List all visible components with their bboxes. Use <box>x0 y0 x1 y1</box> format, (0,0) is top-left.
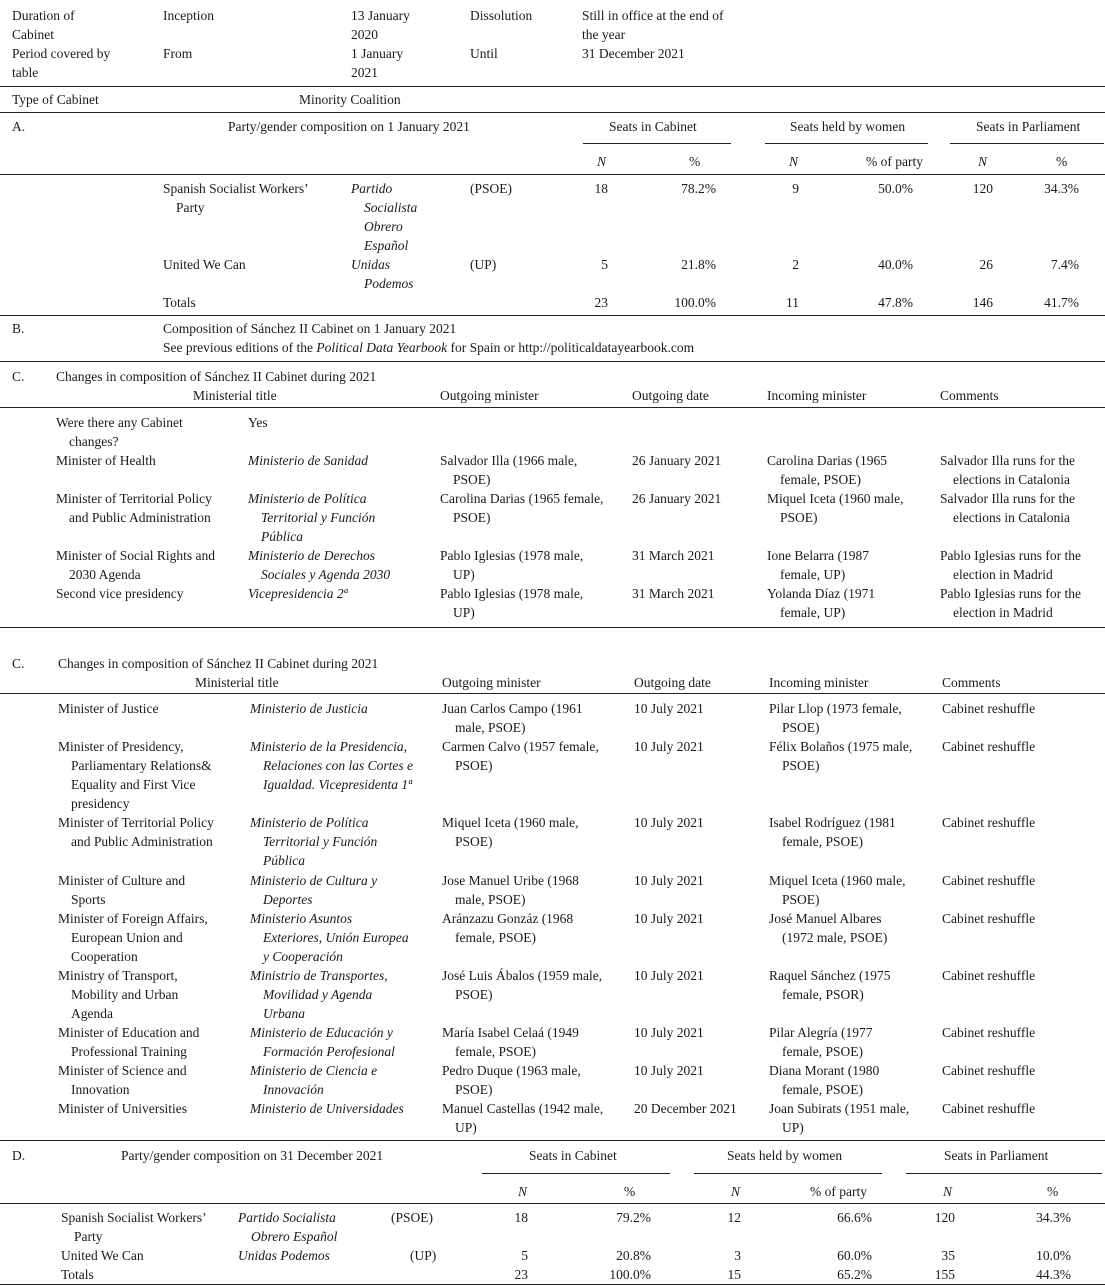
outgoing-minister: PSOE) <box>453 472 491 487</box>
section-letter: B. <box>12 321 25 336</box>
col-header: Outgoing date <box>634 675 711 690</box>
minister-title: Agenda <box>71 1006 113 1021</box>
totals-label: Totals <box>163 295 196 310</box>
col-header: Incoming minister <box>769 675 869 690</box>
minister-title: and Public Administration <box>69 510 211 525</box>
ministry-spanish: Ministerio de Universidades <box>250 1101 404 1116</box>
outgoing-minister: female, PSOE) <box>455 930 536 945</box>
section-letter: C. <box>12 656 25 671</box>
women-n: 15 <box>727 1267 741 1282</box>
incoming-minister: Miquel Iceta (1960 male, <box>767 491 904 506</box>
cabinet-n: 5 <box>601 257 608 272</box>
ministry-spanish: Igualdad. Vicepresidenta 1ª <box>263 777 412 792</box>
outgoing-minister: María Isabel Celaá (1949 <box>442 1025 579 1040</box>
sub-header: % <box>624 1184 636 1199</box>
party-abbr: (UP) <box>470 257 497 272</box>
incoming-minister: Joan Subirats (1951 male, <box>769 1101 910 1116</box>
cabinet-n: 18 <box>514 1210 528 1225</box>
parliament-pct: 34.3% <box>1044 181 1079 196</box>
duration-label: Cabinet <box>12 27 54 42</box>
col-group-rule <box>482 1173 670 1174</box>
sub-header: N <box>978 154 988 169</box>
cabinet-pct: 78.2% <box>681 181 716 196</box>
minister-title: Minister of Foreign Affairs, <box>58 911 208 926</box>
outgoing-minister: Salvador Illa (1966 male, <box>440 453 578 468</box>
party-name-spanish: Unidas Podemos <box>238 1248 330 1263</box>
totals-label: Totals <box>61 1267 94 1282</box>
comments: Cabinet reshuffle <box>942 911 1036 926</box>
duration-label: Duration of <box>12 8 75 23</box>
women-n: 2 <box>792 257 799 272</box>
outgoing-minister: Pedro Duque (1963 male, <box>442 1063 581 1078</box>
source-note-text: for Spain or http://politicaldatayearbook.com <box>447 340 695 355</box>
comments: Cabinet reshuffle <box>942 968 1036 983</box>
outgoing-minister: female, PSOE) <box>455 1044 536 1059</box>
source-note <box>163 338 694 357</box>
outgoing-date: 31 March 2021 <box>632 586 715 601</box>
outgoing-date: 26 January 2021 <box>632 491 722 506</box>
col-header: Seats in Cabinet <box>609 119 697 134</box>
col-group-rule <box>765 143 928 144</box>
party-abbr: (UP) <box>410 1248 437 1263</box>
comments: Cabinet reshuffle <box>942 1101 1036 1116</box>
dissolution-value: Still in office at the end of <box>582 8 724 23</box>
col-group-rule <box>583 143 731 144</box>
question-label: changes? <box>69 434 119 449</box>
rule <box>0 1284 1105 1285</box>
incoming-minister: Raquel Sánchez (1975 <box>769 968 891 983</box>
party-name-spanish: Español <box>364 238 409 253</box>
ministry-spanish: Exteriores, Unión Europea <box>263 930 409 945</box>
col-header: Seats in Parliament <box>944 1148 1049 1163</box>
comments: elections in Catalonia <box>953 510 1070 525</box>
incoming-minister: female, PSOE) <box>782 834 863 849</box>
yearbook-title: Political Data Yearbook <box>316 340 448 355</box>
minister-title: 2030 Agenda <box>69 567 141 582</box>
party-name: Spanish Socialist Workers’ <box>163 181 309 196</box>
col-group-rule <box>694 1173 882 1174</box>
parliament-n: 146 <box>972 295 993 310</box>
outgoing-date: 31 March 2021 <box>632 548 715 563</box>
party-name-spanish: Podemos <box>364 276 414 291</box>
incoming-minister: PSOE) <box>782 720 820 735</box>
minister-title: Minister of Justice <box>58 701 159 716</box>
inception-date: 2020 <box>351 27 378 42</box>
women-pct: 47.8% <box>878 295 913 310</box>
comments: Cabinet reshuffle <box>942 815 1036 830</box>
ministry-spanish: Ministerio de Política <box>248 491 367 506</box>
cabinet-type-label: Type of Cabinet <box>12 92 99 107</box>
comments: Cabinet reshuffle <box>942 739 1036 754</box>
period-label: Period covered by <box>12 46 111 61</box>
ministry-spanish: Ministerio de Derechos <box>248 548 375 563</box>
incoming-minister: Ione Belarra (1987 <box>767 548 869 563</box>
ministry-spanish: Ministerio de Cultura y <box>250 873 378 888</box>
outgoing-minister: Aránzazu Gonzáz (1968 <box>442 911 574 926</box>
sub-header: N <box>597 154 607 169</box>
parliament-n: 26 <box>979 257 993 272</box>
women-pct: 66.6% <box>837 1210 872 1225</box>
minister-title: Cooperation <box>71 949 138 964</box>
cabinet-type-value: Minority Coalition <box>299 92 401 107</box>
from-label: From <box>163 46 193 61</box>
from-date: 1 January <box>351 46 404 61</box>
ministry-spanish: Relaciones con las Cortes e <box>263 758 413 773</box>
party-name: United We Can <box>163 257 246 272</box>
incoming-minister: PSOE) <box>782 758 820 773</box>
comments: Pablo Iglesias runs for the <box>940 548 1081 563</box>
section-letter: D. <box>12 1148 26 1163</box>
col-header: Ministerial title <box>195 675 279 690</box>
outgoing-minister: PSOE) <box>453 510 491 525</box>
comments: Cabinet reshuffle <box>942 873 1036 888</box>
incoming-minister: Pilar Alegría (1977 <box>769 1025 873 1040</box>
party-name: Spanish Socialist Workers’ <box>61 1210 207 1225</box>
outgoing-date: 10 July 2021 <box>634 911 704 926</box>
parliament-n: 120 <box>972 181 993 196</box>
cabinet-pct: 20.8% <box>616 1248 651 1263</box>
minister-title: Minister of Territorial Policy <box>58 815 214 830</box>
minister-title: Minister of Territorial Policy <box>56 491 212 506</box>
incoming-minister: PSOE) <box>780 510 818 525</box>
outgoing-date: 26 January 2021 <box>632 453 722 468</box>
incoming-minister: Isabel Rodríguez (1981 <box>769 815 896 830</box>
rule <box>0 112 1105 113</box>
section-letter: C. <box>12 369 25 384</box>
outgoing-minister: Manuel Castellas (1942 male, <box>442 1101 604 1116</box>
comments: Salvador Illa runs for the <box>940 491 1075 506</box>
sub-header: N <box>789 154 799 169</box>
women-pct: 40.0% <box>878 257 913 272</box>
col-header: Outgoing minister <box>440 388 539 403</box>
col-group-rule <box>950 143 1104 144</box>
party-abbr: (PSOE) <box>470 181 513 196</box>
until-date: 31 December 2021 <box>582 46 685 61</box>
section-title: Party/gender composition on 31 December 2021 <box>121 1148 384 1163</box>
sub-header: N <box>731 1184 741 1199</box>
comments: Cabinet reshuffle <box>942 701 1036 716</box>
sub-header: % of party <box>866 154 923 169</box>
party-name-spanish: Unidas <box>351 257 391 272</box>
outgoing-date: 10 July 2021 <box>634 968 704 983</box>
outgoing-minister: UP) <box>453 567 475 582</box>
outgoing-minister: Carmen Calvo (1957 female, <box>442 739 599 754</box>
ministry-spanish: Territorial y Función <box>263 834 378 849</box>
rule <box>0 174 1105 175</box>
incoming-minister: Yolanda Díaz (1971 <box>767 586 876 601</box>
sub-header: % <box>1047 1184 1059 1199</box>
party-name-spanish: Obrero <box>364 219 403 234</box>
outgoing-minister: PSOE) <box>455 1082 493 1097</box>
incoming-minister: Miquel Iceta (1960 male, <box>769 873 906 888</box>
parliament-pct: 44.3% <box>1036 1267 1071 1282</box>
comments: Pablo Iglesias runs for the <box>940 586 1081 601</box>
outgoing-date: 10 July 2021 <box>634 873 704 888</box>
ministry-spanish: Pública <box>263 853 305 868</box>
col-header: Seats in Parliament <box>976 119 1081 134</box>
cabinet-n: 23 <box>514 1267 528 1282</box>
outgoing-minister: male, PSOE) <box>455 892 526 907</box>
inception-date: 13 January <box>351 8 410 23</box>
incoming-minister: PSOE) <box>782 892 820 907</box>
women-pct: 50.0% <box>878 181 913 196</box>
sub-header: % of party <box>810 1184 867 1199</box>
outgoing-date: 20 December 2021 <box>634 1101 737 1116</box>
cabinet-n: 18 <box>594 181 608 196</box>
outgoing-minister: Juan Carlos Campo (1961 <box>442 701 583 716</box>
party-name: United We Can <box>61 1248 144 1263</box>
cabinet-pct: 100.0% <box>609 1267 651 1282</box>
minister-title: and Public Administration <box>71 834 213 849</box>
women-pct: 60.0% <box>837 1248 872 1263</box>
minister-title: Sports <box>71 892 106 907</box>
parliament-pct: 7.4% <box>1050 257 1079 272</box>
minister-title: Parliamentary Relations& <box>71 758 212 773</box>
outgoing-date: 10 July 2021 <box>634 1063 704 1078</box>
section-title: Party/gender composition on 1 January 2021 <box>228 119 470 134</box>
incoming-minister: Diana Morant (1980 <box>769 1063 880 1078</box>
parliament-pct: 10.0% <box>1036 1248 1071 1263</box>
comments: election in Madrid <box>953 567 1053 582</box>
parliament-n: 35 <box>941 1248 955 1263</box>
minister-title: Minister of Universities <box>58 1101 187 1116</box>
rule <box>0 407 1105 408</box>
ministry-spanish: Sociales y Agenda 2030 <box>261 567 391 582</box>
parliament-n: 155 <box>934 1267 955 1282</box>
col-header: Seats held by women <box>727 1148 843 1163</box>
rule <box>0 361 1105 362</box>
dissolution-value: the year <box>582 27 626 42</box>
col-header: Outgoing date <box>632 388 709 403</box>
col-header: Seats in Cabinet <box>529 1148 617 1163</box>
women-n: 11 <box>786 295 799 310</box>
minister-title: Professional Training <box>71 1044 187 1059</box>
incoming-minister: UP) <box>782 1120 804 1135</box>
outgoing-minister: Carolina Darias (1965 female, <box>440 491 604 506</box>
outgoing-minister: PSOE) <box>455 987 493 1002</box>
incoming-minister: female, PSOR) <box>782 987 864 1002</box>
outgoing-minister: PSOE) <box>455 834 493 849</box>
outgoing-date: 10 July 2021 <box>634 739 704 754</box>
comments: elections in Catalonia <box>953 472 1070 487</box>
incoming-minister: José Manuel Albares <box>769 911 882 926</box>
ministry-spanish: Ministrio de Transportes, <box>250 968 388 983</box>
col-header: Ministerial title <box>193 388 277 403</box>
minister-title: Second vice presidency <box>56 586 184 601</box>
sub-header: % <box>1056 154 1068 169</box>
minister-title: Mobility and Urban <box>71 987 179 1002</box>
outgoing-minister: Jose Manuel Uribe (1968 <box>442 873 579 888</box>
minister-title: Equality and First Vice <box>71 777 196 792</box>
rule <box>0 315 1105 316</box>
minister-title: Minister of Presidency, <box>58 739 184 754</box>
period-label: table <box>12 65 39 80</box>
rule <box>0 1140 1105 1141</box>
ministry-spanish: Ministerio de Ciencia e <box>250 1063 378 1078</box>
minister-title: European Union and <box>71 930 183 945</box>
outgoing-minister: José Luis Ábalos (1959 male, <box>442 968 603 983</box>
minister-title: presidency <box>71 796 130 811</box>
outgoing-date: 10 July 2021 <box>634 701 704 716</box>
cabinet-n: 5 <box>521 1248 528 1263</box>
outgoing-minister: Pablo Iglesias (1978 male, <box>440 586 584 601</box>
party-name-spanish: Partido Socialista <box>238 1210 336 1225</box>
ministry-spanish: Ministerio de Educación y <box>250 1025 393 1040</box>
parliament-pct: 41.7% <box>1044 295 1079 310</box>
outgoing-date: 10 July 2021 <box>634 1025 704 1040</box>
ministry-spanish: Ministerio de Justicia <box>250 701 368 716</box>
ministry-spanish: Pública <box>261 529 303 544</box>
outgoing-minister: Miquel Iceta (1960 male, <box>442 815 579 830</box>
cabinet-pct: 79.2% <box>616 1210 651 1225</box>
dissolution-label: Dissolution <box>470 8 533 23</box>
ministry-spanish: Ministerio de Política <box>250 815 369 830</box>
minister-title: Minister of Health <box>56 453 156 468</box>
party-name: Party <box>74 1229 103 1244</box>
incoming-minister: female, UP) <box>780 567 846 582</box>
party-name-spanish: Obrero Español <box>251 1229 338 1244</box>
women-pct: 65.2% <box>837 1267 872 1282</box>
cabinet-n: 23 <box>594 295 608 310</box>
incoming-minister: Pilar Llop (1973 female, <box>769 701 902 716</box>
comments: Cabinet reshuffle <box>942 1025 1036 1040</box>
incoming-minister: female, PSOE) <box>782 1044 863 1059</box>
ministry-spanish: Ministerio Asuntos <box>250 911 353 926</box>
incoming-minister: female, UP) <box>780 605 846 620</box>
rule <box>0 86 1105 87</box>
question-value: Yes <box>248 415 268 430</box>
minister-title: Minister of Education and <box>58 1025 200 1040</box>
parliament-n: 120 <box>934 1210 955 1225</box>
source-note-text: See previous editions of the <box>163 340 317 355</box>
ministry-spanish: Vicepresidencia 2ª <box>248 586 348 601</box>
comments: Salvador Illa runs for the <box>940 453 1075 468</box>
outgoing-minister: UP) <box>455 1120 477 1135</box>
outgoing-minister: UP) <box>453 605 475 620</box>
outgoing-minister: male, PSOE) <box>455 720 526 735</box>
col-header: Outgoing minister <box>442 675 541 690</box>
ministry-spanish: Urbana <box>263 1006 306 1021</box>
women-n: 12 <box>727 1210 741 1225</box>
section-title: Changes in composition of Sánchez II Cabinet during 2021 <box>56 369 377 384</box>
cabinet-pct: 100.0% <box>674 295 716 310</box>
incoming-minister: Félix Bolaños (1975 male, <box>769 739 913 754</box>
cabinet-pct: 21.8% <box>681 257 716 272</box>
outgoing-minister: Pablo Iglesias (1978 male, <box>440 548 584 563</box>
outgoing-date: 10 July 2021 <box>634 815 704 830</box>
rule <box>0 627 1105 628</box>
sub-header: N <box>943 1184 953 1199</box>
col-header: Comments <box>940 388 999 403</box>
col-header: Seats held by women <box>790 119 906 134</box>
party-abbr: (PSOE) <box>391 1210 434 1225</box>
minister-title: Minister of Culture and <box>58 873 186 888</box>
from-date: 2021 <box>351 65 378 80</box>
rule <box>0 693 1105 694</box>
incoming-minister: female, PSOE) <box>780 472 861 487</box>
section-title: Changes in composition of Sánchez II Cabinet during 2021 <box>58 656 379 671</box>
ministry-spanish: Formación Perofesional <box>263 1044 395 1059</box>
ministry-spanish: Deportes <box>263 892 313 907</box>
women-n: 3 <box>734 1248 741 1263</box>
sub-header: % <box>689 154 701 169</box>
col-header: Incoming minister <box>767 388 867 403</box>
incoming-minister: (1972 male, PSOE) <box>782 930 888 945</box>
comments: election in Madrid <box>953 605 1053 620</box>
party-name-spanish: Socialista <box>364 200 418 215</box>
ministry-spanish: Innovación <box>263 1082 324 1097</box>
women-n: 9 <box>792 181 799 196</box>
incoming-minister: Carolina Darias (1965 <box>767 453 887 468</box>
ministry-spanish: y Cooperación <box>263 949 343 964</box>
rule <box>0 1203 1105 1204</box>
minister-title: Ministry of Transport, <box>58 968 178 983</box>
minister-title: Innovation <box>71 1082 130 1097</box>
comments: Cabinet reshuffle <box>942 1063 1036 1078</box>
sub-header: N <box>518 1184 528 1199</box>
question-label: Were there any Cabinet <box>56 415 183 430</box>
party-name: Party <box>176 200 205 215</box>
col-group-rule <box>906 1173 1102 1174</box>
minister-title: Minister of Social Rights and <box>56 548 215 563</box>
until-label: Until <box>470 46 498 61</box>
outgoing-minister: PSOE) <box>455 758 493 773</box>
ministry-spanish: Ministerio de la Presidencia, <box>250 739 407 754</box>
section-title: Composition of Sánchez II Cabinet on 1 January 2021 <box>163 321 457 336</box>
ministry-spanish: Ministerio de Sanidad <box>248 453 368 468</box>
party-name-spanish: Partido <box>351 181 393 196</box>
ministry-spanish: Territorial y Función <box>261 510 376 525</box>
inception-label: Inception <box>163 8 214 23</box>
parliament-pct: 34.3% <box>1036 1210 1071 1225</box>
incoming-minister: female, PSOE) <box>782 1082 863 1097</box>
ministry-spanish: Movilidad y Agenda <box>263 987 373 1002</box>
minister-title: Minister of Science and <box>58 1063 187 1078</box>
section-letter: A. <box>12 119 26 134</box>
col-header: Comments <box>942 675 1001 690</box>
